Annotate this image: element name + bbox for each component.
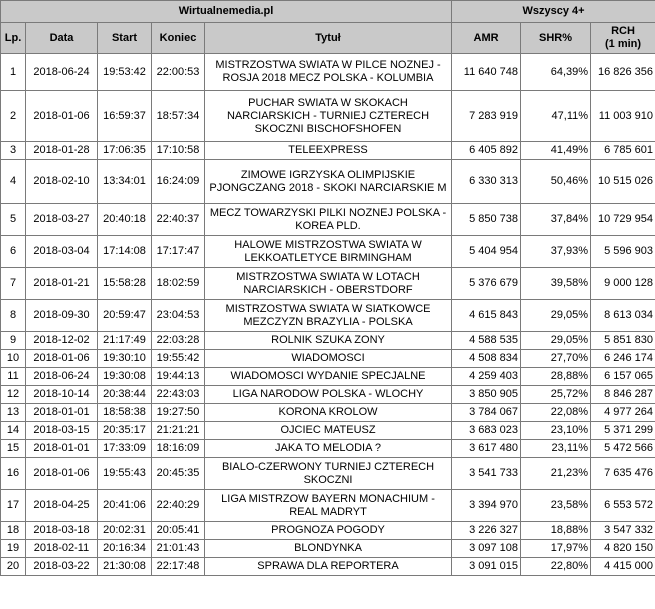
cell-shr: 23,10% (521, 422, 591, 440)
cell-shr: 21,23% (521, 458, 591, 490)
cell-start: 17:14:08 (98, 236, 152, 268)
cell-lp: 16 (1, 458, 26, 490)
cell-date: 2018-03-04 (26, 236, 98, 268)
table-row (1, 386, 655, 404)
cell-lp: 12 (1, 386, 26, 404)
col-shr: SHR% (521, 23, 591, 54)
cell-date: 2018-01-06 (26, 350, 98, 368)
cell-date: 2018-01-21 (26, 268, 98, 300)
cell-end: 17:17:47 (152, 236, 205, 268)
cell-rch: 5 596 903 (591, 236, 655, 268)
cell-lp: 14 (1, 422, 26, 440)
cell-start: 20:40:18 (98, 204, 152, 236)
cell-lp: 10 (1, 350, 26, 368)
col-tytul: Tytuł (205, 23, 452, 54)
cell-date: 2018-03-15 (26, 422, 98, 440)
cell-date: 2018-03-22 (26, 558, 98, 576)
cell-start: 21:17:49 (98, 332, 152, 350)
cell-start: 15:58:28 (98, 268, 152, 300)
cell-title: LIGA NARODOW POLSKA - WLOCHY (205, 386, 452, 404)
col-rch-sub: (1 min) (605, 38, 642, 50)
cell-date: 2018-01-06 (26, 91, 98, 142)
cell-date: 2018-01-06 (26, 458, 98, 490)
cell-start: 21:30:08 (98, 558, 152, 576)
table-row (1, 422, 655, 440)
col-koniec: Koniec (152, 23, 205, 54)
cell-amr: 5 376 679 (452, 268, 521, 300)
cell-amr: 4 508 834 (452, 350, 521, 368)
cell-start: 19:55:43 (98, 458, 152, 490)
cell-rch: 4 820 150 (591, 540, 655, 558)
cell-shr: 28,88% (521, 368, 591, 386)
cell-start: 17:33:09 (98, 440, 152, 458)
cell-title: ZIMOWE IGRZYSKA OLIMPIJSKIE PJONGCZANG 2018 - SKOKI NARCIARSKIE M (205, 160, 452, 204)
cell-date: 2018-10-14 (26, 386, 98, 404)
cell-rch: 10 515 026 (591, 160, 655, 204)
cell-title: MISTRZOSTWA SWIATA W PILCE NOZNEJ - ROSJA 2018 MECZ POLSKA - KOLUMBIA (205, 54, 452, 91)
cell-end: 21:21:21 (152, 422, 205, 440)
cell-title: KORONA KROLOW (205, 404, 452, 422)
table-row (1, 540, 655, 558)
cell-title: JAKA TO MELODIA ? (205, 440, 452, 458)
cell-rch: 6 157 065 (591, 368, 655, 386)
cell-title: HALOWE MISTRZOSTWA SWIATA W LEKKOATLETYCE BIRMINGHAM (205, 236, 452, 268)
cell-end: 22:03:28 (152, 332, 205, 350)
cell-shr: 37,84% (521, 204, 591, 236)
col-rch-label: RCH (611, 25, 635, 37)
cell-end: 19:55:42 (152, 350, 205, 368)
cell-date: 2018-04-25 (26, 490, 98, 522)
cell-shr: 23,11% (521, 440, 591, 458)
cell-title: BLONDYNKA (205, 540, 452, 558)
cell-start: 20:16:34 (98, 540, 152, 558)
table-row (1, 558, 655, 576)
cell-lp: 7 (1, 268, 26, 300)
cell-title: WIADOMOSCI (205, 350, 452, 368)
cell-amr: 3 784 067 (452, 404, 521, 422)
cell-rch: 9 000 128 (591, 268, 655, 300)
cell-start: 20:02:31 (98, 522, 152, 540)
cell-title: PROGNOZA POGODY (205, 522, 452, 540)
cell-title: TELEEXPRESS (205, 142, 452, 160)
cell-rch: 7 635 476 (591, 458, 655, 490)
cell-amr: 3 683 023 (452, 422, 521, 440)
cell-title: MISTRZOSTWA SWIATA W LOTACH NARCIARSKICH - OBERSTDORF (205, 268, 452, 300)
cell-rch: 5 472 566 (591, 440, 655, 458)
cell-lp: 8 (1, 300, 26, 332)
cell-start: 19:30:10 (98, 350, 152, 368)
table-row (1, 350, 655, 368)
cell-title: OJCIEC MATEUSZ (205, 422, 452, 440)
cell-end: 16:24:09 (152, 160, 205, 204)
cell-rch: 3 547 332 (591, 522, 655, 540)
cell-end: 23:04:53 (152, 300, 205, 332)
cell-start: 20:35:17 (98, 422, 152, 440)
table-row (1, 522, 655, 540)
table-row (1, 332, 655, 350)
cell-shr: 22,80% (521, 558, 591, 576)
cell-end: 22:17:48 (152, 558, 205, 576)
cell-end: 18:57:34 (152, 91, 205, 142)
cell-end: 22:40:37 (152, 204, 205, 236)
cell-date: 2018-01-01 (26, 440, 98, 458)
cell-rch: 6 785 601 (591, 142, 655, 160)
cell-title: LIGA MISTRZOW BAYERN MONACHIUM - REAL MADRYT (205, 490, 452, 522)
table-row (1, 404, 655, 422)
cell-end: 22:00:53 (152, 54, 205, 91)
table-row (1, 368, 655, 386)
cell-rch: 16 826 356 (591, 54, 655, 91)
cell-rch: 5 371 299 (591, 422, 655, 440)
cell-rch: 4 415 000 (591, 558, 655, 576)
cell-rch: 5 851 830 (591, 332, 655, 350)
cell-lp: 11 (1, 368, 26, 386)
cell-shr: 29,05% (521, 300, 591, 332)
cell-lp: 3 (1, 142, 26, 160)
cell-title: MECZ TOWARZYSKI PILKI NOZNEJ POLSKA - KOREA PLD. (205, 204, 452, 236)
cell-lp: 2 (1, 91, 26, 142)
cell-date: 2018-01-01 (26, 404, 98, 422)
cell-date: 2018-01-28 (26, 142, 98, 160)
cell-title: BIALO-CZERWONY TURNIEJ CZTERECH SKOCZNI (205, 458, 452, 490)
cell-end: 18:02:59 (152, 268, 205, 300)
cell-lp: 15 (1, 440, 26, 458)
cell-amr: 5 850 738 (452, 204, 521, 236)
cell-end: 17:10:58 (152, 142, 205, 160)
cell-end: 22:43:03 (152, 386, 205, 404)
cell-start: 17:06:35 (98, 142, 152, 160)
cell-rch: 4 977 264 (591, 404, 655, 422)
cell-title: WIADOMOSCI WYDANIE SPECJALNE (205, 368, 452, 386)
table-row (1, 490, 655, 522)
cell-shr: 29,05% (521, 332, 591, 350)
cell-amr: 3 850 905 (452, 386, 521, 404)
cell-end: 19:27:50 (152, 404, 205, 422)
cell-rch: 8 846 287 (591, 386, 655, 404)
cell-lp: 9 (1, 332, 26, 350)
cell-start: 18:58:38 (98, 404, 152, 422)
cell-amr: 3 394 970 (452, 490, 521, 522)
cell-date: 2018-12-02 (26, 332, 98, 350)
cell-lp: 1 (1, 54, 26, 91)
cell-shr: 25,72% (521, 386, 591, 404)
table-row (1, 204, 655, 236)
cell-shr: 18,88% (521, 522, 591, 540)
cell-lp: 13 (1, 404, 26, 422)
table-row (1, 268, 655, 300)
col-rch (591, 23, 655, 54)
cell-shr: 41,49% (521, 142, 591, 160)
cell-title: PUCHAR SWIATA W SKOKACH NARCIARSKICH - TURNIEJ CZTERECH SKOCZNI BISCHOFSHOFEN (205, 91, 452, 142)
cell-start: 20:59:47 (98, 300, 152, 332)
col-start: Start (98, 23, 152, 54)
col-amr: AMR (452, 23, 521, 54)
cell-amr: 4 615 843 (452, 300, 521, 332)
cell-lp: 4 (1, 160, 26, 204)
cell-lp: 20 (1, 558, 26, 576)
group-header-row (1, 1, 655, 23)
column-header-row (1, 23, 655, 54)
cell-rch: 6 553 572 (591, 490, 655, 522)
cell-title: SPRAWA DLA REPORTERA (205, 558, 452, 576)
source-header: Wirtualnemedia.pl (1, 1, 452, 23)
cell-start: 20:41:06 (98, 490, 152, 522)
cell-amr: 5 404 954 (452, 236, 521, 268)
cell-lp: 6 (1, 236, 26, 268)
cell-lp: 18 (1, 522, 26, 540)
cell-date: 2018-03-27 (26, 204, 98, 236)
cell-amr: 3 541 733 (452, 458, 521, 490)
cell-amr: 6 330 313 (452, 160, 521, 204)
cell-amr: 4 259 403 (452, 368, 521, 386)
cell-date: 2018-09-30 (26, 300, 98, 332)
col-lp: Lp. (1, 23, 26, 54)
cell-end: 20:45:35 (152, 458, 205, 490)
cell-amr: 7 283 919 (452, 91, 521, 142)
cell-date: 2018-03-18 (26, 522, 98, 540)
cell-rch: 8 613 034 (591, 300, 655, 332)
table-row (1, 458, 655, 490)
cell-start: 20:38:44 (98, 386, 152, 404)
cell-start: 19:30:08 (98, 368, 152, 386)
table-row (1, 91, 655, 142)
cell-end: 18:16:09 (152, 440, 205, 458)
cell-end: 20:05:41 (152, 522, 205, 540)
cell-amr: 3 617 480 (452, 440, 521, 458)
cell-start: 16:59:37 (98, 91, 152, 142)
cell-shr: 22,08% (521, 404, 591, 422)
cell-shr: 39,58% (521, 268, 591, 300)
cell-shr: 17,97% (521, 540, 591, 558)
cell-start: 13:34:01 (98, 160, 152, 204)
table-body (1, 54, 655, 576)
cell-date: 2018-06-24 (26, 54, 98, 91)
cell-rch: 10 729 954 (591, 204, 655, 236)
cell-start: 19:53:42 (98, 54, 152, 91)
cell-amr: 3 097 108 (452, 540, 521, 558)
cell-shr: 64,39% (521, 54, 591, 91)
cell-amr: 11 640 748 (452, 54, 521, 91)
cell-date: 2018-06-24 (26, 368, 98, 386)
cell-amr: 4 588 535 (452, 332, 521, 350)
cell-amr: 3 226 327 (452, 522, 521, 540)
cell-amr: 3 091 015 (452, 558, 521, 576)
table-row (1, 300, 655, 332)
cell-lp: 17 (1, 490, 26, 522)
cell-lp: 19 (1, 540, 26, 558)
cell-shr: 37,93% (521, 236, 591, 268)
cell-end: 22:40:29 (152, 490, 205, 522)
cell-shr: 50,46% (521, 160, 591, 204)
table-row (1, 54, 655, 91)
cell-shr: 27,70% (521, 350, 591, 368)
cell-end: 19:44:13 (152, 368, 205, 386)
cell-rch: 6 246 174 (591, 350, 655, 368)
cell-shr: 47,11% (521, 91, 591, 142)
cell-shr: 23,58% (521, 490, 591, 522)
cell-amr: 6 405 892 (452, 142, 521, 160)
cell-lp: 5 (1, 204, 26, 236)
cell-date: 2018-02-11 (26, 540, 98, 558)
cell-date: 2018-02-10 (26, 160, 98, 204)
cell-title: MISTRZOSTWA SWIATA W SIATKOWCE MEZCZYZN BRAZYLIA - POLSKA (205, 300, 452, 332)
cell-end: 21:01:43 (152, 540, 205, 558)
table-row (1, 142, 655, 160)
col-data: Data (26, 23, 98, 54)
cell-rch: 11 003 910 (591, 91, 655, 142)
table-row (1, 160, 655, 204)
table-row (1, 236, 655, 268)
audience-header: Wszyscy 4+ (452, 1, 655, 23)
table-row (1, 440, 655, 458)
cell-title: ROLNIK SZUKA ZONY (205, 332, 452, 350)
